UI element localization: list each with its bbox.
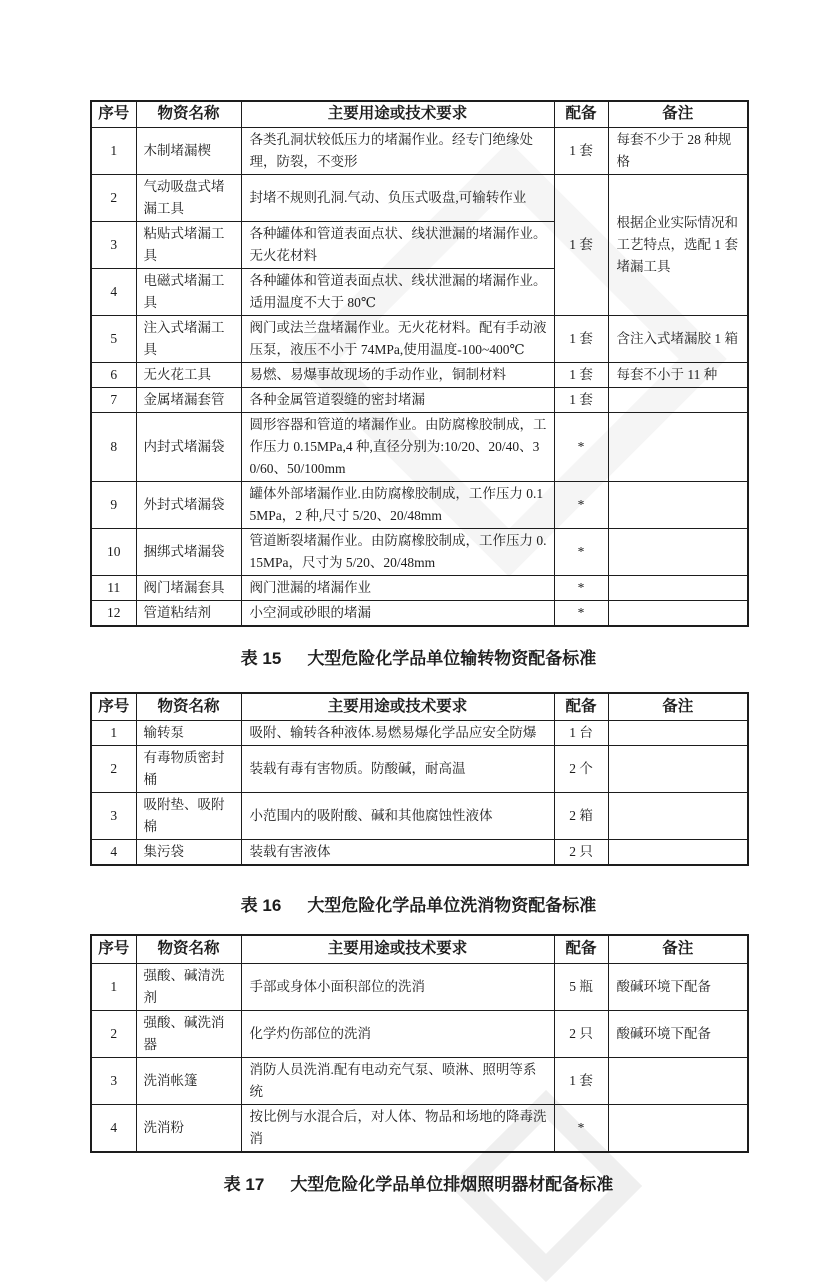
column-header: 主要用途或技术要求 [241, 935, 554, 963]
table-cell: 管道粘结剂 [136, 600, 241, 626]
table-cell: 化学灼伤部位的洗消 [241, 1010, 554, 1057]
column-header: 备注 [608, 101, 748, 127]
table-cell: 8 [91, 412, 136, 481]
table-16-caption [90, 894, 747, 918]
table-row [91, 1057, 748, 1104]
table-cell: 1 [91, 127, 136, 174]
table-cell [608, 721, 748, 746]
table-cell: 4 [91, 840, 136, 866]
column-header: 序号 [91, 101, 136, 127]
column-header: 主要用途或技术要求 [241, 693, 554, 721]
table-cell: 1 台 [554, 721, 608, 746]
table-cell: * [554, 481, 608, 528]
table-15-title: 大型危险化学品单位输转物资配备标准 [307, 648, 597, 668]
transfer-materials-table [90, 692, 749, 867]
table-cell: 2 只 [554, 1010, 608, 1057]
table-cell: 3 [91, 793, 136, 840]
table-cell: 1 [91, 721, 136, 746]
table-cell: 内封式堵漏袋 [136, 412, 241, 481]
table-cell: 强酸、碱洗消器 [136, 1010, 241, 1057]
table-cell: 木制堵漏楔 [136, 127, 241, 174]
table-cell: 小范围内的吸附酸、碱和其他腐蚀性液体 [241, 793, 554, 840]
table-cell: 捆绑式堵漏袋 [136, 528, 241, 575]
table-cell: 无火花工具 [136, 362, 241, 387]
table-15-label: 表 15 [240, 648, 282, 668]
table-cell: 外封式堵漏袋 [136, 481, 241, 528]
table-cell: 根据企业实际情况和工艺特点，选配 1 套堵漏工具 [608, 174, 748, 315]
table-cell: 1 套 [554, 315, 608, 362]
column-header: 物资名称 [136, 693, 241, 721]
table-cell [608, 412, 748, 481]
table-cell [608, 600, 748, 626]
table-cell: 装载有害液体 [241, 840, 554, 866]
table-cell: 12 [91, 600, 136, 626]
table-cell: 各种罐体和管道表面点状、线状泄漏的堵漏作业。适用温度不大于 80℃ [241, 268, 554, 315]
column-header: 备注 [608, 935, 748, 963]
table-cell: 易燃、易爆事故现场的手动作业，铜制材料 [241, 362, 554, 387]
table-cell: 按比例与水混合后，对人体、物品和场地的降毒洗消 [241, 1104, 554, 1152]
table-cell: 6 [91, 362, 136, 387]
table-cell: 酸碱环境下配备 [608, 963, 748, 1010]
table-cell: 强酸、碱清洗剂 [136, 963, 241, 1010]
table-cell [608, 840, 748, 866]
table-cell: 阀门或法兰盘堵漏作业。无火花材料。配有手动液压泵，液压不小于 74MPa,使用温度-100~400℃ [241, 315, 554, 362]
table-cell: 每套不小于 11 种 [608, 362, 748, 387]
table-cell [608, 1104, 748, 1152]
table-cell: 1 套 [554, 127, 608, 174]
table-row [91, 412, 748, 481]
table-cell [608, 746, 748, 793]
table-17-caption [90, 1173, 747, 1197]
table-16-title: 大型危险化学品单位洗消物资配备标准 [307, 896, 597, 915]
table-cell: 手部或身体小面积部位的洗消 [241, 963, 554, 1010]
table-cell: 注入式堵漏工具 [136, 315, 241, 362]
table-16-label: 表 16 [240, 896, 282, 915]
table-cell: 粘贴式堵漏工具 [136, 221, 241, 268]
column-header: 主要用途或技术要求 [241, 101, 554, 127]
column-header: 备注 [608, 693, 748, 721]
table-17-title: 大型危险化学品单位排烟照明器材配备标准 [290, 1174, 614, 1194]
table-cell: 酸碱环境下配备 [608, 1010, 748, 1057]
table-row [91, 481, 748, 528]
table-cell: 集污袋 [136, 840, 241, 866]
table-row [91, 1010, 748, 1057]
table-cell: 2 箱 [554, 793, 608, 840]
table-cell: 消防人员洗消.配有电动充气泵、喷淋、照明等系统 [241, 1057, 554, 1104]
table-cell: 10 [91, 528, 136, 575]
column-header: 序号 [91, 935, 136, 963]
table-cell: 3 [91, 1057, 136, 1104]
table-cell [608, 481, 748, 528]
table-row [91, 362, 748, 387]
table-cell: 输转泵 [136, 721, 241, 746]
table-cell: 1 套 [554, 174, 608, 315]
header-row [91, 101, 748, 127]
table-cell: 气动吸盘式堵漏工具 [136, 174, 241, 221]
table-cell: 管道断裂堵漏作业。由防腐橡胶制成，工作压力 0.15MPa，尺寸为 5/20、20/48mm [241, 528, 554, 575]
table-row [91, 575, 748, 600]
table-cell: 1 套 [554, 387, 608, 412]
table-cell: 2 个 [554, 746, 608, 793]
table-cell: 各种罐体和管道表面点状、线状泄漏的堵漏作业。无火花材料 [241, 221, 554, 268]
table-cell: 4 [91, 1104, 136, 1152]
table-row [91, 746, 748, 793]
table-cell: 4 [91, 268, 136, 315]
table-row [91, 963, 748, 1010]
table-cell: 阀门泄漏的堵漏作业 [241, 575, 554, 600]
table-row [91, 1104, 748, 1152]
table-cell: 7 [91, 387, 136, 412]
table-17-label: 表 17 [223, 1174, 265, 1194]
table-cell: 每套不少于 28 种规格 [608, 127, 748, 174]
table-cell: * [554, 528, 608, 575]
table-cell: 电磁式堵漏工具 [136, 268, 241, 315]
table-cell: 2 [91, 1010, 136, 1057]
table-cell [608, 1057, 748, 1104]
column-header: 配备 [554, 935, 608, 963]
table-cell: 1 [91, 963, 136, 1010]
table-row [91, 793, 748, 840]
column-header: 物资名称 [136, 101, 241, 127]
table-row [91, 528, 748, 575]
table-cell: 装载有毒有害物质。防酸碱，耐高温 [241, 746, 554, 793]
table-cell: 11 [91, 575, 136, 600]
table-cell: 罐体外部堵漏作业.由防腐橡胶制成，工作压力 0.15MPa，2 种,尺寸 5/20、20/48mm [241, 481, 554, 528]
table-cell: 2 [91, 746, 136, 793]
table-cell: 5 瓶 [554, 963, 608, 1010]
table-cell: 2 只 [554, 840, 608, 866]
table-cell: 吸附、输转各种液体.易燃易爆化学品应安全防爆 [241, 721, 554, 746]
table-cell: * [554, 600, 608, 626]
table-cell: 洗消粉 [136, 1104, 241, 1152]
table-cell: 1 套 [554, 1057, 608, 1104]
table-cell [608, 387, 748, 412]
table-cell: 圆形容器和管道的堵漏作业。由防腐橡胶制成，工作压力 0.15MPa,4 种,直径分别为:10/20、20/40、30/60、50/100mm [241, 412, 554, 481]
column-header: 物资名称 [136, 935, 241, 963]
leak-sealing-equipment-table [90, 100, 749, 627]
table-cell: 含注入式堵漏胶 1 箱 [608, 315, 748, 362]
table-row [91, 721, 748, 746]
table-cell: 各类孔洞状较低压力的堵漏作业。经专门绝缘处理，防裂，不变形 [241, 127, 554, 174]
table-cell: 5 [91, 315, 136, 362]
header-row [91, 693, 748, 721]
table-cell: 阀门堵漏套具 [136, 575, 241, 600]
column-header: 序号 [91, 693, 136, 721]
column-header: 配备 [554, 101, 608, 127]
table-cell: 9 [91, 481, 136, 528]
table-cell [608, 575, 748, 600]
table-cell: 小空洞或砂眼的堵漏 [241, 600, 554, 626]
table-cell [608, 528, 748, 575]
column-header: 配备 [554, 693, 608, 721]
table-row [91, 174, 748, 221]
table-row [91, 315, 748, 362]
table-row [91, 600, 748, 626]
table-cell: 1 套 [554, 362, 608, 387]
table-cell: 3 [91, 221, 136, 268]
table-row [91, 127, 748, 174]
header-row [91, 935, 748, 963]
table-row [91, 387, 748, 412]
table-row [91, 840, 748, 866]
table-cell: 洗消帐篷 [136, 1057, 241, 1104]
table-cell [608, 793, 748, 840]
table-cell: 吸附垫、吸附棉 [136, 793, 241, 840]
table-cell: 封堵不规则孔洞.气动、负压式吸盘,可输转作业 [241, 174, 554, 221]
table-cell: * [554, 575, 608, 600]
table-cell: 各种金属管道裂缝的密封堵漏 [241, 387, 554, 412]
table-cell: 金属堵漏套管 [136, 387, 241, 412]
table-cell: 有毒物质密封桶 [136, 746, 241, 793]
table-15-caption [90, 647, 747, 671]
table-cell: 2 [91, 174, 136, 221]
decontamination-materials-table [90, 934, 749, 1153]
table-cell: * [554, 1104, 608, 1152]
table-cell: * [554, 412, 608, 481]
